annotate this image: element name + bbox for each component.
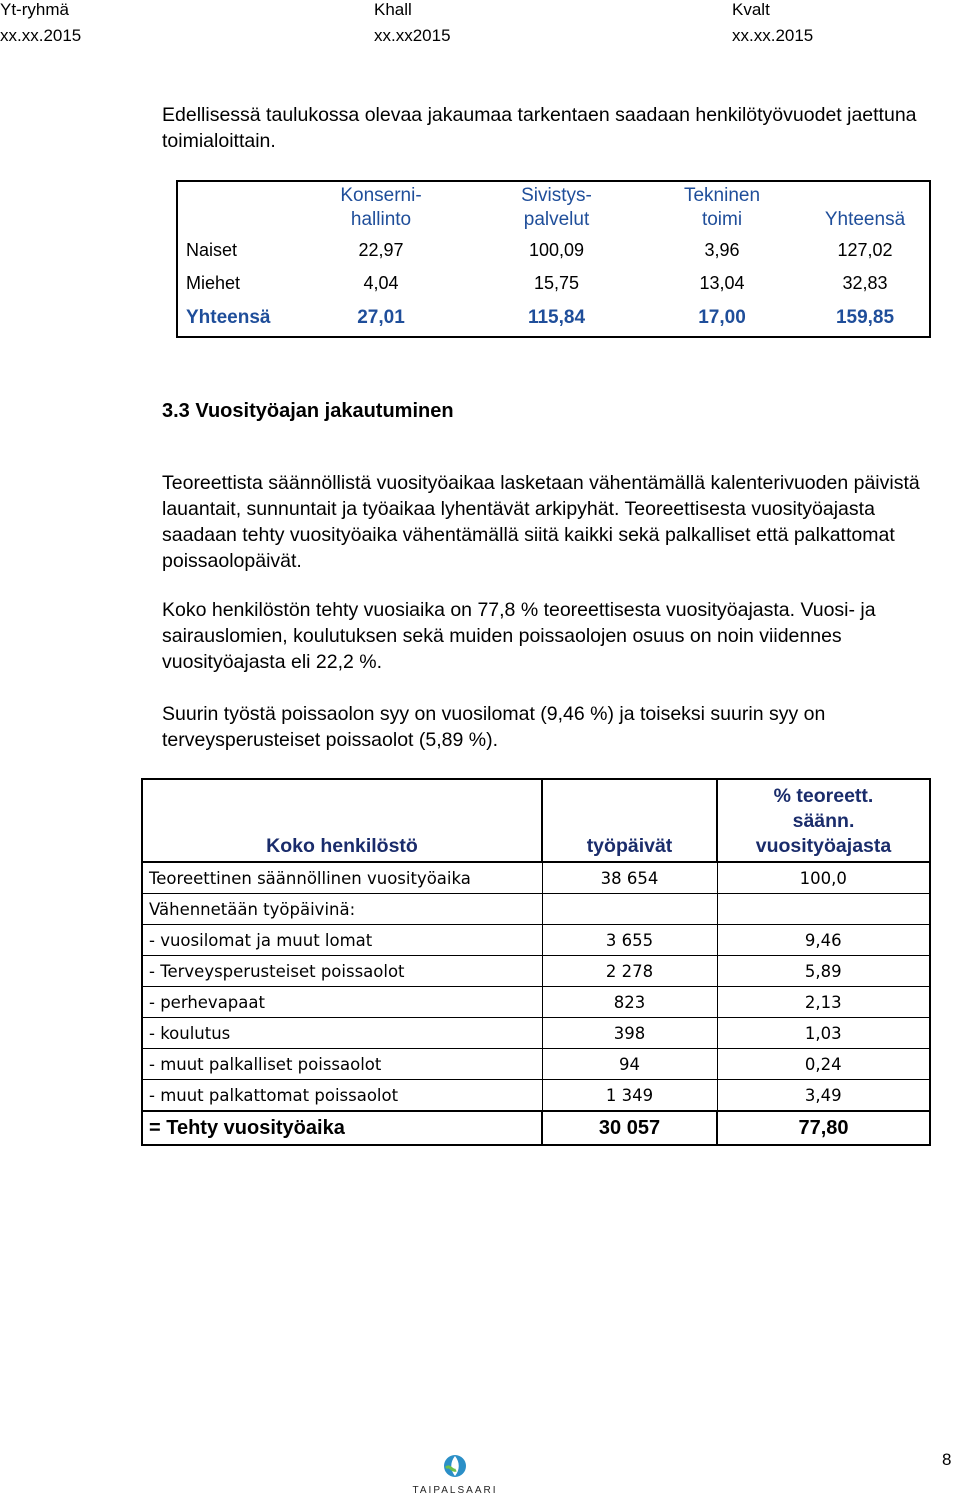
table-cell: 1 349 (542, 1080, 717, 1112)
header-group-3 (732, 0, 813, 46)
table-cell: 77,80 (717, 1111, 930, 1145)
row-label: Naiset (186, 240, 238, 260)
row-label: - Terveysperusteiset poissaolot (142, 956, 542, 987)
table-row (142, 862, 930, 894)
table-cell: 22,97 (358, 240, 404, 260)
table-cell: 159,85 (835, 307, 895, 328)
header-title-3: Kvalt (732, 0, 770, 19)
table-cell: 3 655 (542, 925, 717, 956)
header-title-2: Khall (374, 0, 412, 19)
table-cell: 38 654 (542, 862, 717, 894)
table-cell (542, 894, 717, 925)
table-header-cell (177, 181, 292, 234)
paragraph-1: Teoreettista säännöllistä vuosityöaikaa lasketaan vähentämällä kalenterivuoden päivistä lauantait, sunnuntait ja työaikaa lyhentävät arkipyhät. Teoreettisesta vuosityöajasta saadaan tehty vuosityöaika vähentämällä siitä kaikki sekä palkalliset että palkattomat poissaolopäivät. (162, 472, 920, 572)
row-label: - muut palkattomat poissaolot (142, 1080, 542, 1112)
table-cell: 94 (542, 1049, 717, 1080)
header-group-1 (0, 0, 81, 46)
row-label: = Tehty vuosityöaika (142, 1111, 542, 1145)
paragraph-3: Suurin työstä poissaolon syy on vuosilomat (9,46 %) ja toiseksi suurin syy on terveysperusteiset poissaolot (5,89 %). (162, 703, 826, 751)
table-cell (717, 894, 930, 925)
table-cell: 2,13 (717, 987, 930, 1018)
table-cell: 100,09 (528, 240, 585, 260)
table-cell: 32,83 (842, 273, 888, 293)
table-row (142, 987, 930, 1018)
table-row (142, 1080, 930, 1112)
section-heading: 3.3 Vuosityöajan jakautuminen (162, 400, 454, 422)
row-label: - muut palkalliset poissaolot (142, 1049, 542, 1080)
row-label: Miehet (186, 273, 241, 293)
header-date-3: xx.xx.2015 (732, 26, 814, 45)
table-row (177, 267, 930, 300)
table-cell: 13,04 (699, 273, 745, 293)
table-header-cell: % teoreett. säänn. vuosityöajasta (717, 779, 930, 862)
table-cell: 115,84 (527, 307, 586, 328)
intro-paragraph: Edellisessä taulukossa olevaa jakaumaa tarkentaen saadaan henkilötyövuodet jaettuna toimialoittain. (162, 104, 917, 152)
logo-text: TAIPALSAARI (412, 1485, 498, 1496)
page-number: 8 (942, 1450, 952, 1469)
table-header-row (177, 181, 930, 234)
table-row (177, 234, 930, 267)
table-cell: 398 (542, 1018, 717, 1049)
table-cell: 100,0 (717, 862, 930, 894)
header-date-2: xx.xx2015 (374, 26, 451, 45)
taipalsaari-logo (410, 1452, 500, 1496)
table-row (142, 894, 930, 925)
table-cell: 0,24 (717, 1049, 930, 1080)
row-label: - vuosilomat ja muut lomat (142, 925, 542, 956)
table-cell: 9,46 (717, 925, 930, 956)
table-cell: 30 057 (542, 1111, 717, 1145)
table-header-cell: Yhteensä (824, 209, 906, 230)
table-total-row (142, 1111, 930, 1145)
header-title-1: Yt-ryhmä (0, 0, 69, 19)
header-group-2 (374, 0, 451, 46)
table-cell: 2 278 (542, 956, 717, 987)
table-header-cell: Tekninen toimi (683, 185, 761, 230)
table-row (142, 925, 930, 956)
work-time-table (141, 778, 931, 1146)
table-header-cell: Sivistys- palvelut (521, 185, 592, 230)
row-label: - koulutus (142, 1018, 542, 1049)
row-label: - perhevapaat (142, 987, 542, 1018)
table-cell: 823 (542, 987, 717, 1018)
table-cell: 17,00 (698, 307, 746, 328)
table-cell: 15,75 (533, 273, 580, 293)
staff-years-table (176, 180, 931, 338)
table-header-cell: työpäivät (542, 779, 717, 862)
paragraph-2: Koko henkilöstön tehty vuosiaika on 77,8 % teoreettisesta vuosityöajasta. Vuosi- ja sairauslomien, koulutuksen sekä muiden poissaolojen osuus on noin viidennes vuosityöajasta eli 22,2 %. (162, 599, 876, 673)
table-cell: 27,01 (357, 307, 405, 328)
table-cell: 1,03 (717, 1018, 930, 1049)
table-cell: 5,89 (717, 956, 930, 987)
table-header-cell: Konserni- hallinto (340, 185, 422, 230)
table-cell: 127,02 (837, 240, 893, 260)
header-date-1: xx.xx.2015 (0, 26, 82, 45)
logo-drop-icon (440, 1452, 470, 1480)
table-total-row (177, 300, 930, 337)
table-header-row (142, 779, 930, 862)
table-row (142, 956, 930, 987)
table-cell: 3,49 (717, 1080, 930, 1112)
table-row (142, 1018, 930, 1049)
table-row (142, 1049, 930, 1080)
row-label: Yhteensä (186, 307, 271, 328)
row-label: Vähennetään työpäivinä: (142, 894, 542, 925)
table-cell: 3,96 (704, 240, 740, 260)
table-cell: 4,04 (363, 273, 399, 293)
row-label: Teoreettinen säännöllinen vuosityöaika (142, 862, 542, 894)
table-header-cell: Koko henkilöstö (142, 779, 542, 862)
